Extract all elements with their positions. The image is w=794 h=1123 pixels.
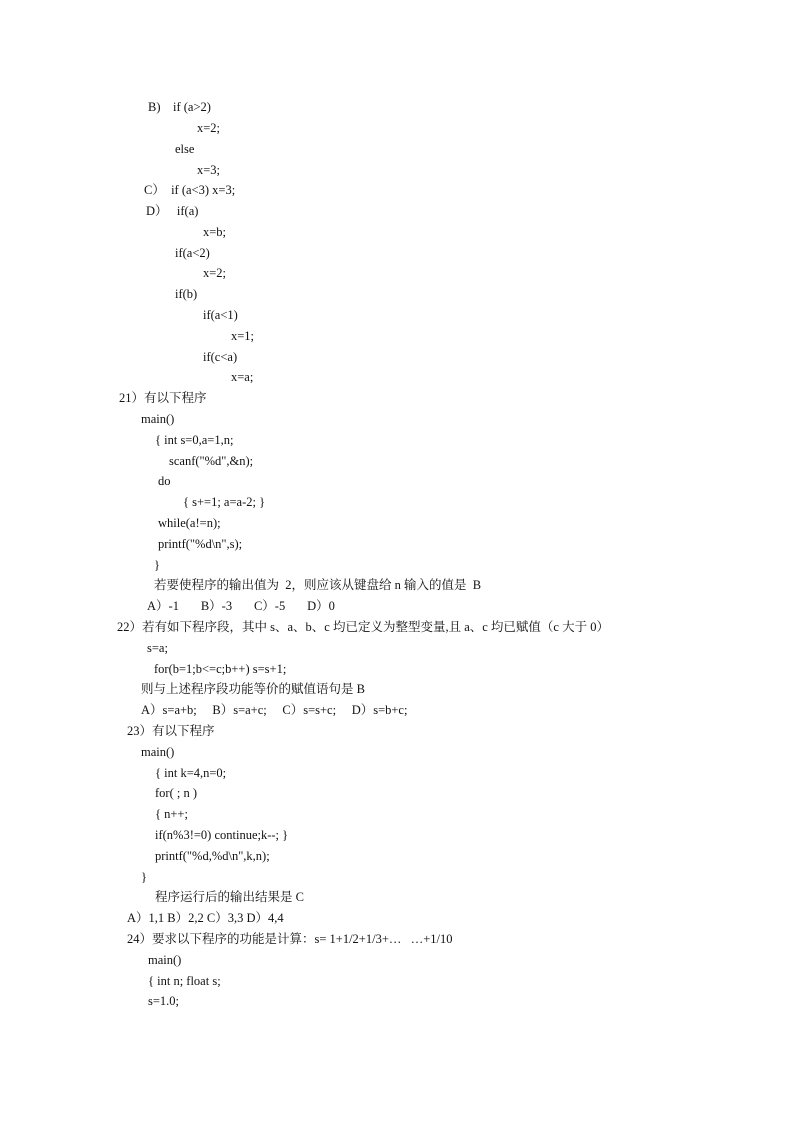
code-line: for(b=1;b<=c;b++) s=s+1;: [154, 662, 287, 676]
option-d-line: D） if(a): [146, 204, 199, 218]
code-line: printf("%d\n",s);: [158, 537, 243, 551]
code-line: { int k=4,n=0;: [155, 766, 227, 780]
code-line: do: [158, 474, 171, 488]
code-line: x=a;: [231, 370, 254, 384]
question-23-heading: 23）有以下程序: [127, 724, 215, 738]
code-line: x=2;: [197, 121, 221, 135]
code-line: x=3;: [197, 163, 221, 177]
code-line: main(): [148, 953, 182, 967]
code-line: scanf("%d",&n);: [169, 454, 254, 468]
answer-options: A）1,1 B）2,2 C）3,3 D）4,4: [127, 911, 284, 925]
code-line: if(a<2): [175, 246, 210, 260]
code-line: for( ; n ): [155, 786, 197, 800]
code-line: }: [154, 558, 160, 572]
question-text: 若要使程序的输出值为 2，则应该从键盘给 n 输入的值是 B: [154, 578, 482, 592]
code-line: else: [175, 142, 195, 156]
code-line: printf("%d,%d\n",k,n);: [155, 849, 270, 863]
code-line: main(): [141, 412, 175, 426]
code-line: { int s=0,a=1,n;: [155, 433, 234, 447]
question-21-heading: 21）有以下程序: [119, 391, 207, 405]
code-line: s=1.0;: [148, 994, 180, 1008]
answer-options: A）-1 B）-3 C）-5 D）0: [147, 599, 335, 613]
question-text: 则与上述程序段功能等价的赋值语句是 B: [141, 682, 365, 696]
code-line: { n++;: [155, 807, 188, 821]
code-line: x=1;: [231, 329, 255, 343]
code-line: x=2;: [203, 266, 227, 280]
option-c-line: C） if (a<3) x=3;: [144, 183, 236, 197]
code-line: if(c<a): [203, 350, 238, 364]
code-line: if(n%3!=0) continue;k--; }: [155, 828, 289, 842]
question-text: 程序运行后的输出结果是 C: [155, 890, 304, 904]
question-22-heading: 22）若有如下程序段，其中 s、a、b、c 均已定义为整型变量,且 a、c 均已赋值（c 大于 0）: [117, 620, 609, 634]
code-line: x=b;: [203, 225, 227, 239]
code-line: s=a;: [147, 641, 168, 655]
code-line: while(a!=n);: [158, 516, 221, 530]
code-line: }: [141, 870, 147, 884]
code-line: main(): [141, 745, 175, 759]
answer-options: A）s=a+b; B）s=a+c; C）s=s+c; D）s=b+c;: [141, 703, 408, 717]
question-24-heading: 24）要求以下程序的功能是计算：s= 1+1/2+1/3+… …+1/10: [127, 932, 453, 946]
code-line: { int n; float s;: [148, 974, 221, 988]
code-line: { s+=1; a=a-2; }: [183, 495, 266, 509]
option-b-line: B) if (a>2): [148, 100, 211, 114]
code-line: if(b): [175, 287, 198, 301]
code-line: if(a<1): [203, 308, 238, 322]
